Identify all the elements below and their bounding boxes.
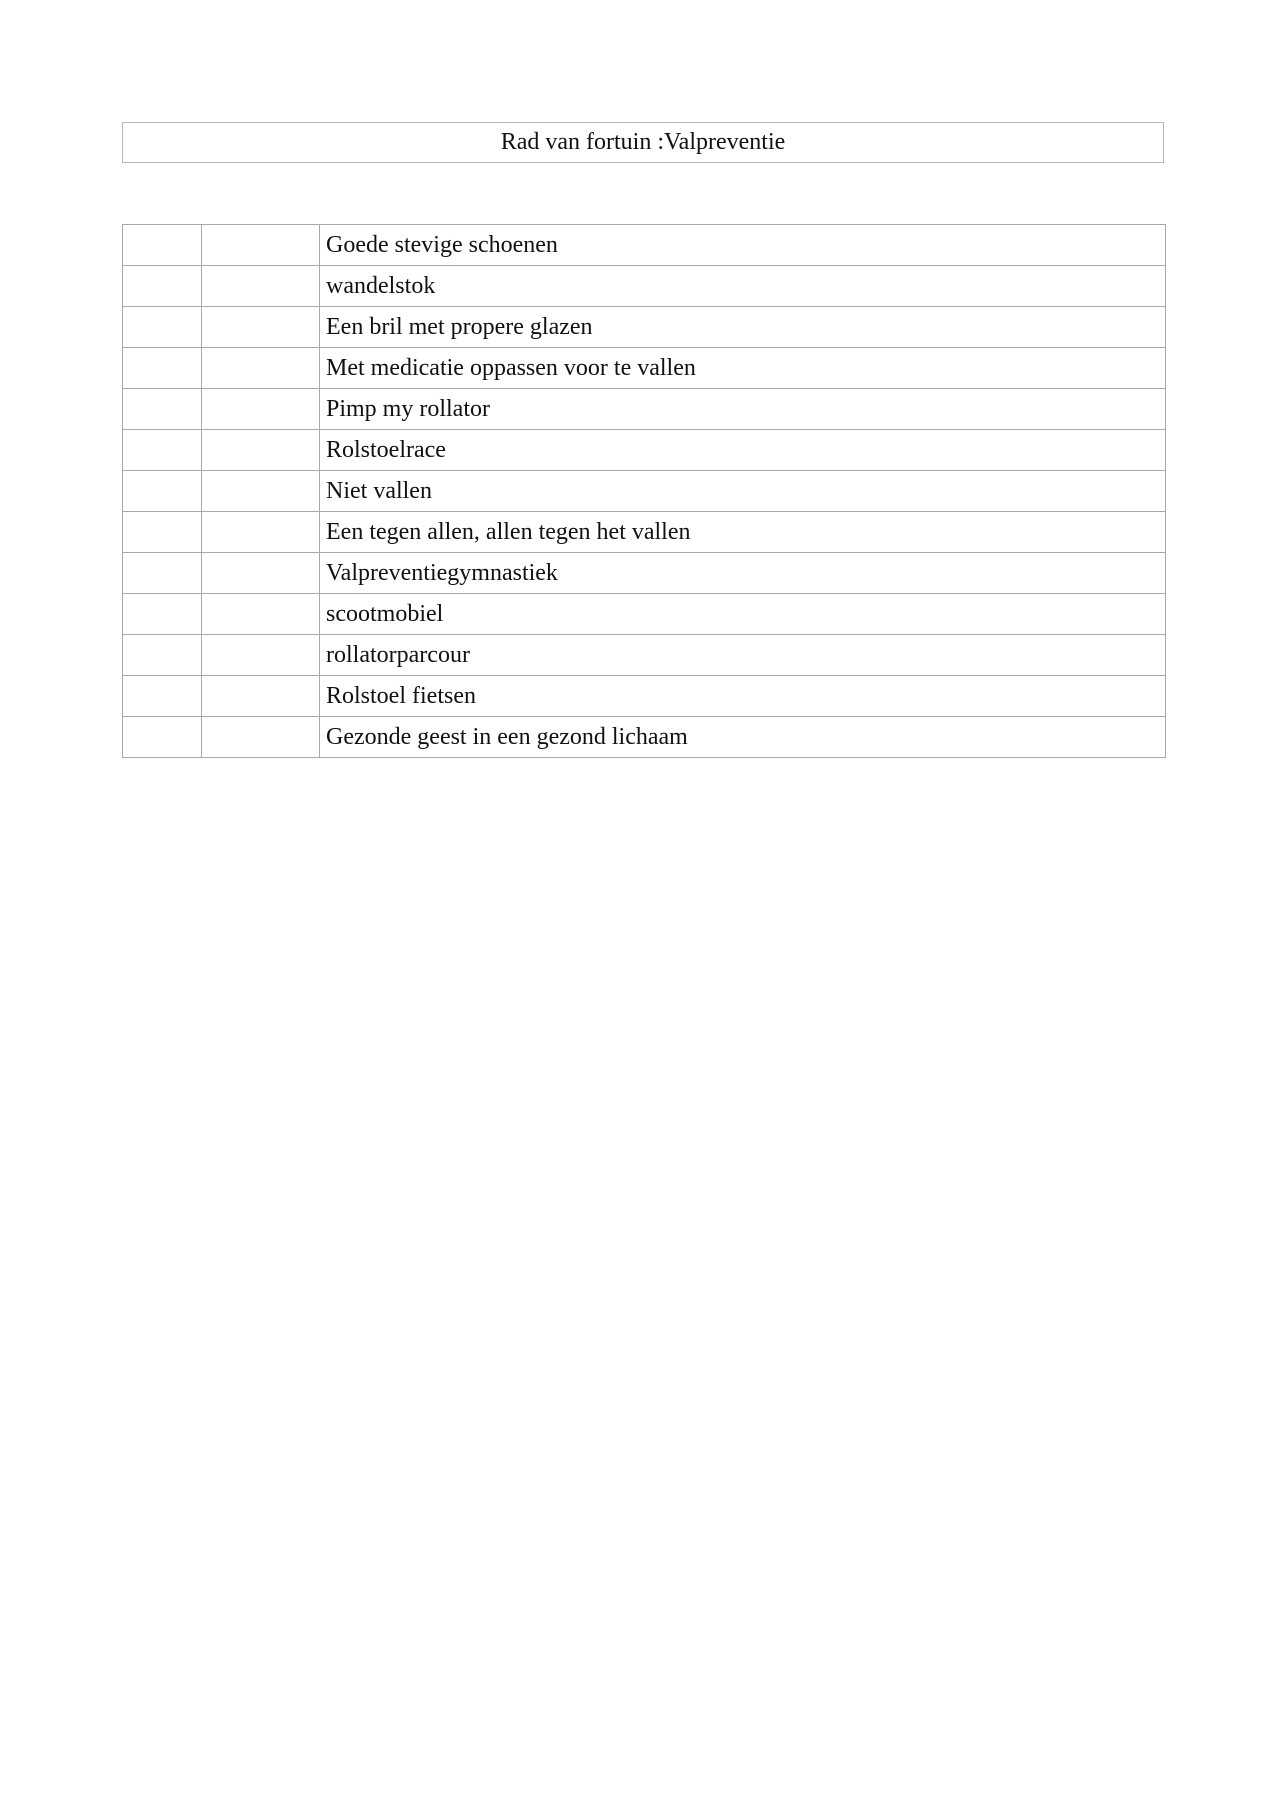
cell-col1: [123, 471, 202, 512]
table-row: [123, 471, 1166, 512]
cell-col2: [202, 512, 320, 553]
table-row: [123, 348, 1166, 389]
cell-col1: [123, 635, 202, 676]
cell-text: Een tegen allen, allen tegen het vallen: [320, 512, 1166, 553]
cell-text: scootmobiel: [320, 594, 1166, 635]
cell-text: Rolstoelrace: [320, 430, 1166, 471]
cell-text: wandelstok: [320, 266, 1166, 307]
cell-col1: [123, 348, 202, 389]
cell-col2: [202, 430, 320, 471]
table-row: [123, 512, 1166, 553]
cell-text: Rolstoel fietsen: [320, 676, 1166, 717]
cell-col1: [123, 594, 202, 635]
cell-col2: [202, 471, 320, 512]
cell-col1: [123, 266, 202, 307]
table-row: [123, 717, 1166, 758]
cell-col1: [123, 225, 202, 266]
title-text: Rad van fortuin :Valpreventie: [500, 129, 786, 155]
cell-text: Met medicatie oppassen voor te vallen: [320, 348, 1166, 389]
cell-col1: [123, 512, 202, 553]
cell-col2: [202, 225, 320, 266]
table-row: [123, 430, 1166, 471]
table-row: [123, 389, 1166, 430]
cell-col1: [123, 307, 202, 348]
items-table: [122, 224, 1166, 758]
cell-col1: [123, 389, 202, 430]
cell-col2: [202, 553, 320, 594]
table-row: [123, 266, 1166, 307]
cell-col2: [202, 717, 320, 758]
cell-col1: [123, 717, 202, 758]
cell-col2: [202, 635, 320, 676]
cell-col2: [202, 389, 320, 430]
table-row: [123, 225, 1166, 266]
cell-col2: [202, 676, 320, 717]
cell-col1: [123, 430, 202, 471]
document-title: [122, 122, 1164, 163]
cell-text: rollatorparcour: [320, 635, 1166, 676]
cell-col1: [123, 553, 202, 594]
table-row: [123, 553, 1166, 594]
cell-col2: [202, 348, 320, 389]
cell-text: Niet vallen: [320, 471, 1166, 512]
cell-text: Pimp my rollator: [320, 389, 1166, 430]
cell-text: Goede stevige schoenen: [320, 225, 1166, 266]
table-row: [123, 676, 1166, 717]
cell-col2: [202, 266, 320, 307]
cell-text: Een bril met propere glazen: [320, 307, 1166, 348]
cell-text: Valpreventiegymnastiek: [320, 553, 1166, 594]
table-row: [123, 594, 1166, 635]
table-row: [123, 635, 1166, 676]
cell-col2: [202, 594, 320, 635]
cell-col2: [202, 307, 320, 348]
cell-text: Gezonde geest in een gezond lichaam: [320, 717, 1166, 758]
table-row: [123, 307, 1166, 348]
cell-col1: [123, 676, 202, 717]
